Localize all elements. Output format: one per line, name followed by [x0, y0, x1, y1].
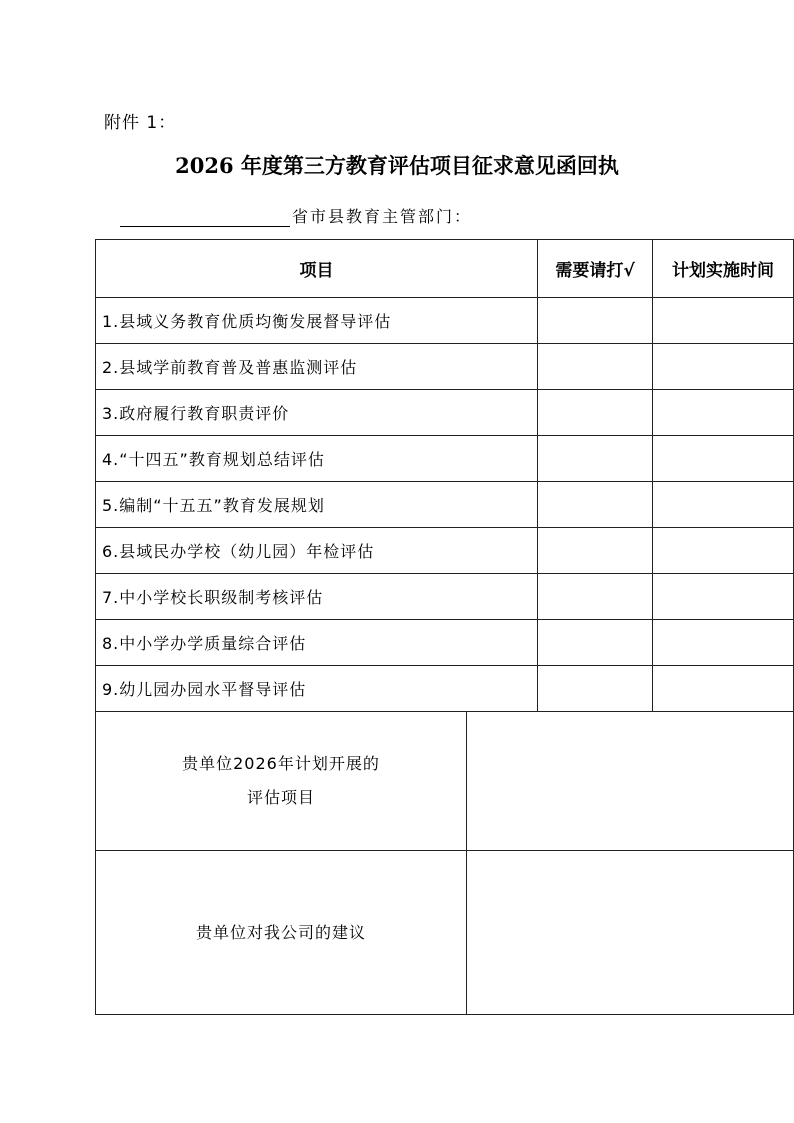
- time-cell[interactable]: [653, 344, 794, 390]
- document-title: 2026 年度第三方教育评估项目征求意见函回执: [175, 153, 619, 178]
- item-cell: 1.县域义务教育优质均衡发展督导评估: [96, 298, 538, 344]
- item-cell: 7.中小学校长职级制考核评估: [96, 574, 538, 620]
- need-check-cell[interactable]: [538, 528, 653, 574]
- table-row: [96, 436, 794, 482]
- suggestion-label: 贵单位对我公司的建议: [96, 851, 467, 1015]
- time-cell[interactable]: [653, 666, 794, 712]
- recipient-suffix: 省市县教育主管部门：: [292, 207, 473, 226]
- plan-label: [96, 712, 467, 851]
- attachment-label: 附件 1：: [104, 113, 177, 133]
- suggestion-input-cell[interactable]: [467, 851, 794, 1015]
- need-check-cell[interactable]: [538, 436, 653, 482]
- recipient-line: [120, 204, 472, 227]
- time-cell[interactable]: [653, 574, 794, 620]
- need-check-cell[interactable]: [538, 298, 653, 344]
- time-cell[interactable]: [653, 482, 794, 528]
- time-cell[interactable]: [653, 436, 794, 482]
- need-check-cell[interactable]: [538, 344, 653, 390]
- item-cell: 6.县域民办学校（幼儿园）年检评估: [96, 528, 538, 574]
- need-check-cell[interactable]: [538, 620, 653, 666]
- header-time: 计划实施时间: [653, 240, 794, 298]
- item-cell: 8.中小学办学质量综合评估: [96, 620, 538, 666]
- item-cell: 9.幼儿园办园水平督导评估: [96, 666, 538, 712]
- time-cell[interactable]: [653, 298, 794, 344]
- need-check-cell[interactable]: [538, 574, 653, 620]
- item-cell: 4.“十四五”教育规划总结评估: [96, 436, 538, 482]
- plan-label-line1: 贵单位2026年计划开展的: [182, 754, 380, 773]
- plan-row: [96, 712, 794, 851]
- table-row: [96, 390, 794, 436]
- table-row: [96, 344, 794, 390]
- item-cell: 3.政府履行教育职责评价: [96, 390, 538, 436]
- plan-input-cell[interactable]: [467, 712, 794, 851]
- recipient-blank-field[interactable]: [120, 206, 290, 227]
- table-row: [96, 298, 794, 344]
- table-row: [96, 574, 794, 620]
- table-row: [96, 666, 794, 712]
- time-cell[interactable]: [653, 528, 794, 574]
- survey-table: [95, 239, 794, 1015]
- table-row: [96, 482, 794, 528]
- need-check-cell[interactable]: [538, 482, 653, 528]
- time-cell[interactable]: [653, 620, 794, 666]
- header-need: 需要请打√: [538, 240, 653, 298]
- need-check-cell[interactable]: [538, 390, 653, 436]
- item-cell: 2.县域学前教育普及普惠监测评估: [96, 344, 538, 390]
- table-row: [96, 620, 794, 666]
- plan-label-line2: 评估项目: [246, 788, 315, 807]
- item-cell: 5.编制“十五五”教育发展规划: [96, 482, 538, 528]
- suggestion-row: [96, 851, 794, 1015]
- table-header-row: [96, 240, 794, 298]
- need-check-cell[interactable]: [538, 666, 653, 712]
- header-item: 项目: [96, 240, 538, 298]
- time-cell[interactable]: [653, 390, 794, 436]
- table-row: [96, 528, 794, 574]
